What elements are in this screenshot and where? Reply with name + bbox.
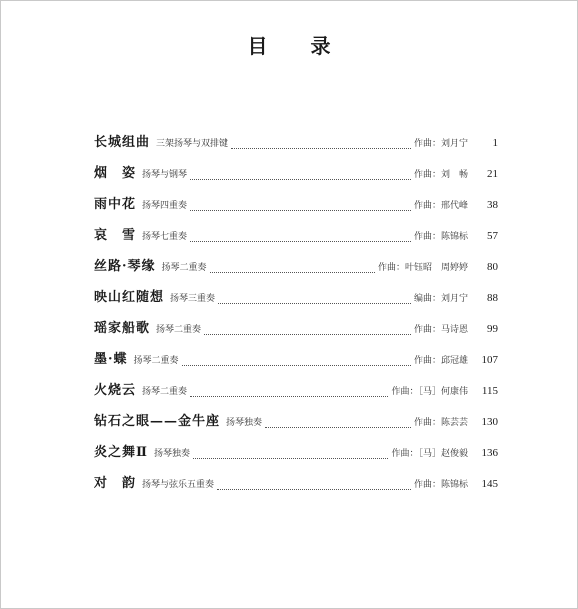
toc-entry-credit: 作曲：马诗恩 [413,325,468,335]
table-of-contents [94,131,498,503]
toc-entry-credit: 编曲：刘月宁 [413,294,468,304]
toc-entry-title: 炎之舞Ⅱ [94,445,148,460]
toc-entry[interactable] [94,255,498,286]
dotted-leader [204,334,411,335]
toc-entry[interactable] [94,224,498,255]
toc-entry-title: 火烧云 [94,383,137,398]
toc-entry-credit: 作曲：刘月宁 [413,139,468,149]
page-title: 目 录 [247,34,349,58]
toc-entry-title: 雨中花 [94,197,137,212]
toc-entry-subtitle: 扬琴七重奏 [142,232,188,242]
toc-entry-subtitle: 扬琴三重奏 [170,294,216,304]
toc-entry-credit: 作曲：刘 畅 [413,170,468,180]
dotted-leader [190,210,411,211]
toc-entry-subtitle: 扬琴独奏 [153,449,190,459]
dotted-leader [210,272,375,273]
toc-entry-title: 对 韵 [94,476,137,491]
toc-entry-page-number: 38 [487,199,498,211]
toc-entry-page-number: 99 [487,323,498,335]
toc-entry-credit: 作曲：陈锦标 [413,232,468,242]
toc-entry-page-number: 1 [492,137,498,149]
toc-entry-subtitle: 扬琴二重奏 [142,387,188,397]
toc-entry[interactable] [94,131,498,162]
toc-entry-subtitle: 扬琴与弦乐五重奏 [142,480,215,490]
toc-entry-page-number: 130 [481,416,498,428]
dotted-leader [190,179,411,180]
toc-entry-credit: 作曲：陈芸芸 [413,418,468,428]
toc-entry-title: 烟 姿 [94,166,137,181]
toc-entry-subtitle: 扬琴独奏 [226,418,263,428]
dotted-leader [190,241,411,242]
toc-entry-credit: 作曲：邢代峰 [413,201,468,211]
toc-entry-title: 钻石之眼——金牛座 [94,414,221,429]
toc-entry[interactable] [94,472,498,503]
toc-entry-title: 哀 雪 [94,228,137,243]
toc-entry-page-number: 21 [487,168,498,180]
toc-entry[interactable] [94,317,498,348]
toc-entry-page-number: 107 [481,354,498,366]
toc-entry[interactable] [94,162,498,193]
dotted-leader [193,458,389,459]
toc-entry-credit: 作曲：邱冠雄 [413,356,468,366]
toc-entry-page-number: 145 [481,478,498,490]
dotted-leader [231,148,411,149]
toc-entry-credit: 作曲：陈锦标 [413,480,468,490]
toc-entry-title: 墨·蝶 [94,352,128,367]
toc-entry[interactable] [94,441,498,472]
toc-entry[interactable] [94,410,498,441]
toc-entry-page-number: 136 [481,447,498,459]
dotted-leader [217,489,411,490]
toc-entry[interactable] [94,348,498,379]
toc-entry-title: 丝路·琴缘 [94,259,156,274]
toc-entry-page-number: 57 [487,230,498,242]
toc-entry-page-number: 115 [481,385,498,397]
toc-entry-credit: 作曲：叶钰昭 周婷婷 [377,263,468,273]
toc-entry[interactable] [94,286,498,317]
toc-entry-subtitle: 扬琴二重奏 [133,356,179,366]
toc-entry-page-number: 80 [487,261,498,273]
dotted-leader [182,365,411,366]
toc-entry-credit: 作曲：［马］何康伟 [391,387,468,397]
toc-entry-title: 瑶家船歌 [94,321,151,336]
toc-entry[interactable] [94,379,498,410]
toc-entry[interactable] [94,193,498,224]
toc-entry-subtitle: 扬琴二重奏 [156,325,202,335]
toc-entry-subtitle: 三架扬琴与双排键 [156,139,229,149]
toc-entry-title: 长城组曲 [94,135,151,150]
toc-entry-page-number: 88 [487,292,498,304]
dotted-leader [190,396,388,397]
toc-entry-subtitle: 扬琴二重奏 [161,263,207,273]
toc-entry-credit: 作曲：［马］赵俊毅 [391,449,468,459]
dotted-leader [218,303,411,304]
toc-entry-title: 映山红随想 [94,290,165,305]
dotted-leader [265,427,411,428]
toc-entry-subtitle: 扬琴与钢琴 [142,170,188,180]
toc-entry-subtitle: 扬琴四重奏 [142,201,188,211]
